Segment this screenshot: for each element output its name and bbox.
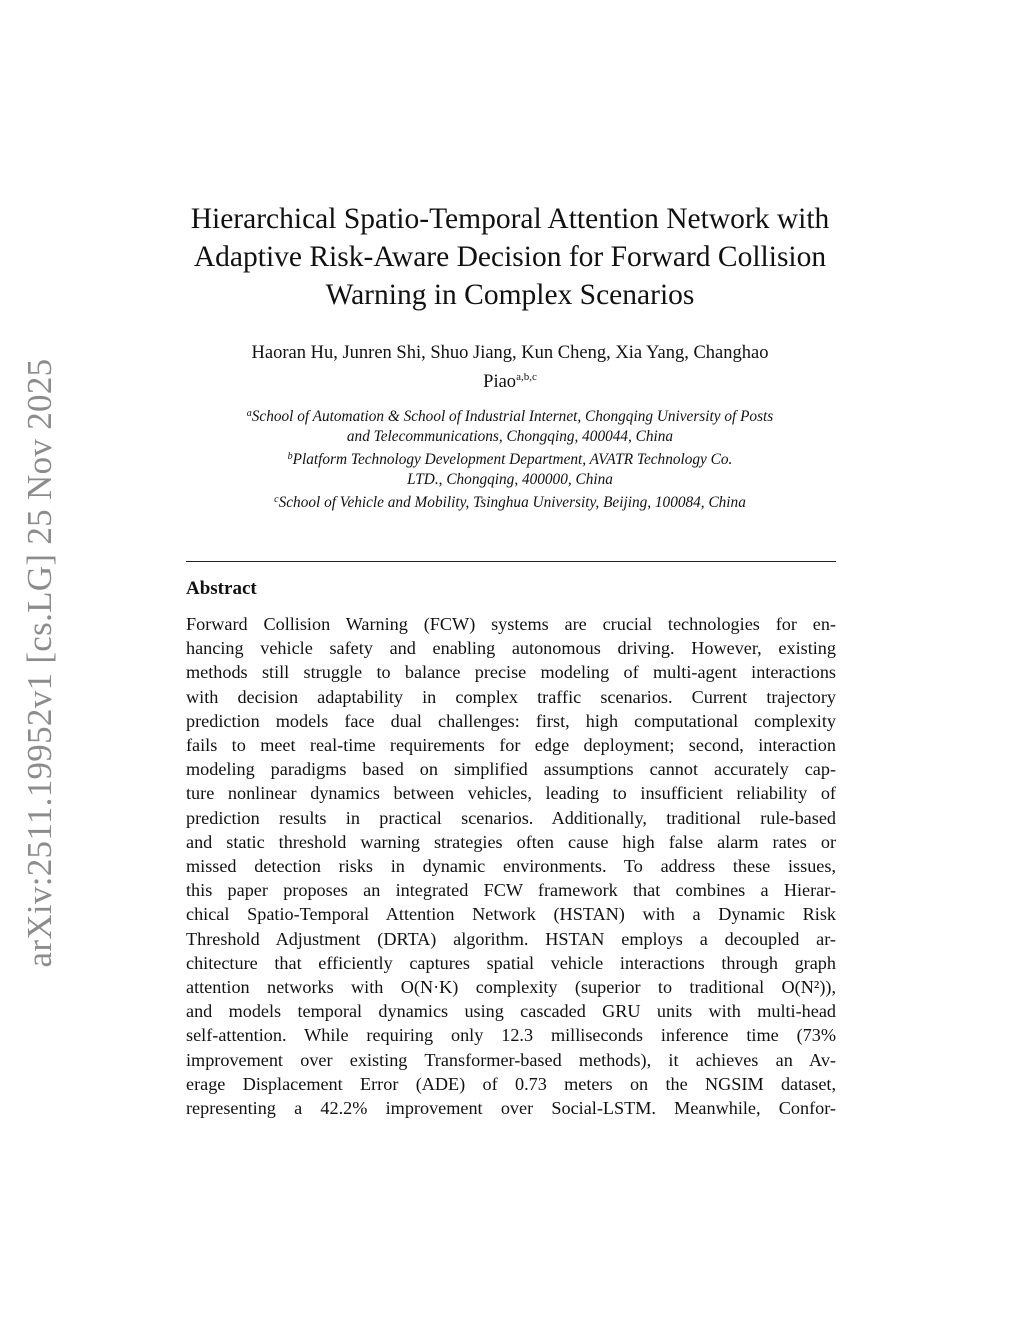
abstract-line: and static threshold warning strategies often cause high false alarm rates or (186, 831, 836, 852)
title-line: Warning in Complex Scenarios (325, 279, 695, 311)
abstract-line: fails to meet real-time requirements for edge deployment; second, interaction (186, 735, 836, 756)
affiliation-line (180, 470, 840, 490)
affiliation-mark: b (287, 451, 293, 462)
author-affiliation-marks: a,b,c (516, 371, 537, 383)
abstract-line: representing a 42.2% improvement over Social-LSTM. Meanwhile, Confor- (186, 1098, 836, 1119)
abstract-line: ture nonlinear dynamics between vehicles, leading to insufficient reliability of (186, 783, 836, 804)
abstract-line: self-attention. While requiring only 12.3 milliseconds inference time (73% (186, 1025, 836, 1046)
abstract-line: methods still struggle to balance precise modeling of multi-agent interactions (186, 662, 836, 683)
affiliation-text: Platform Technology Development Department, AVATR Technology Co. (292, 451, 733, 468)
title-line: Adaptive Risk-Aware Decision for Forward Collision (193, 241, 827, 273)
abstract-line: Threshold Adjustment (DRTA) algorithm. HSTAN employs a decoupled ar- (186, 928, 836, 949)
abstract-body (186, 612, 836, 1120)
arxiv-identifier: arXiv:2511.19952v1 [cs.LG] 25 Nov 2025 (20, 358, 59, 968)
abstract-line: Forward Collision Warning (FCW) systems are crucial technologies for en- (186, 614, 836, 634)
abstract-line: this paper proposes an integrated FCW framework that combines a Hierar- (186, 880, 836, 901)
author-last-name: Piao (483, 372, 517, 392)
author-line-1: Haoran Hu, Junren Shi, Shuo Jiang, Kun Cheng, Xia Yang, Changhao (251, 343, 769, 363)
abstract-line: chical Spatio-Temporal Attention Network (HSTAN) with a Dynamic Risk (186, 904, 836, 925)
author-list (180, 341, 840, 394)
affiliation-text: and Telecommunications, Chongqing, 400044, China (346, 428, 674, 445)
abstract-line: erage Displacement Error (ADE) of 0.73 meters on the NGSIM dataset, (186, 1073, 836, 1094)
abstract-line: prediction results in practical scenarios. Additionally, traditional rule-based (186, 807, 836, 828)
abstract-line: modeling paradigms based on simplified assumptions cannot accurately cap- (186, 759, 836, 780)
affiliation-text: School of Vehicle and Mobility, Tsinghua University, Beijing, 100084, China (278, 494, 746, 511)
section-divider (186, 561, 836, 562)
abstract-line: attention networks with O(N·K) complexity (superior to traditional O(N²)), (186, 977, 836, 998)
affiliation-line (180, 404, 840, 427)
abstract-heading: Abstract (186, 578, 257, 599)
author-line-2 (180, 365, 840, 394)
title-line: Hierarchical Spatio-Temporal Attention Network with (190, 203, 830, 235)
affiliation-text: LTD., Chongqing, 400000, China (407, 471, 613, 488)
paper-title (180, 200, 840, 314)
affiliation-line (180, 447, 840, 470)
affiliation-mark: c (274, 494, 279, 505)
arxiv-side-stamp (18, 358, 62, 968)
affiliation-mark: a (246, 408, 252, 419)
abstract-line: and models temporal dynamics using cascaded GRU units with multi-head (186, 1001, 836, 1022)
abstract-line: hancing vehicle safety and enabling autonomous driving. However, existing (186, 638, 836, 659)
abstract-line: with decision adaptability in complex traffic scenarios. Current trajectory (186, 686, 836, 707)
abstract-line: missed detection risks in dynamic environments. To address these issues, (186, 856, 836, 877)
abstract-line: improvement over existing Transformer-based methods), it achieves an Av- (186, 1049, 836, 1070)
affiliation-line (180, 490, 840, 513)
affiliation-line (180, 427, 840, 447)
abstract-line: prediction models face dual challenges: first, high computational complexity (186, 710, 836, 731)
abstract-line: chitecture that efficiently captures spatial vehicle interactions through graph (186, 952, 836, 973)
affiliation-text: School of Automation & School of Industrial Internet, Chongqing University of Posts (251, 408, 774, 425)
affiliations (180, 404, 840, 513)
